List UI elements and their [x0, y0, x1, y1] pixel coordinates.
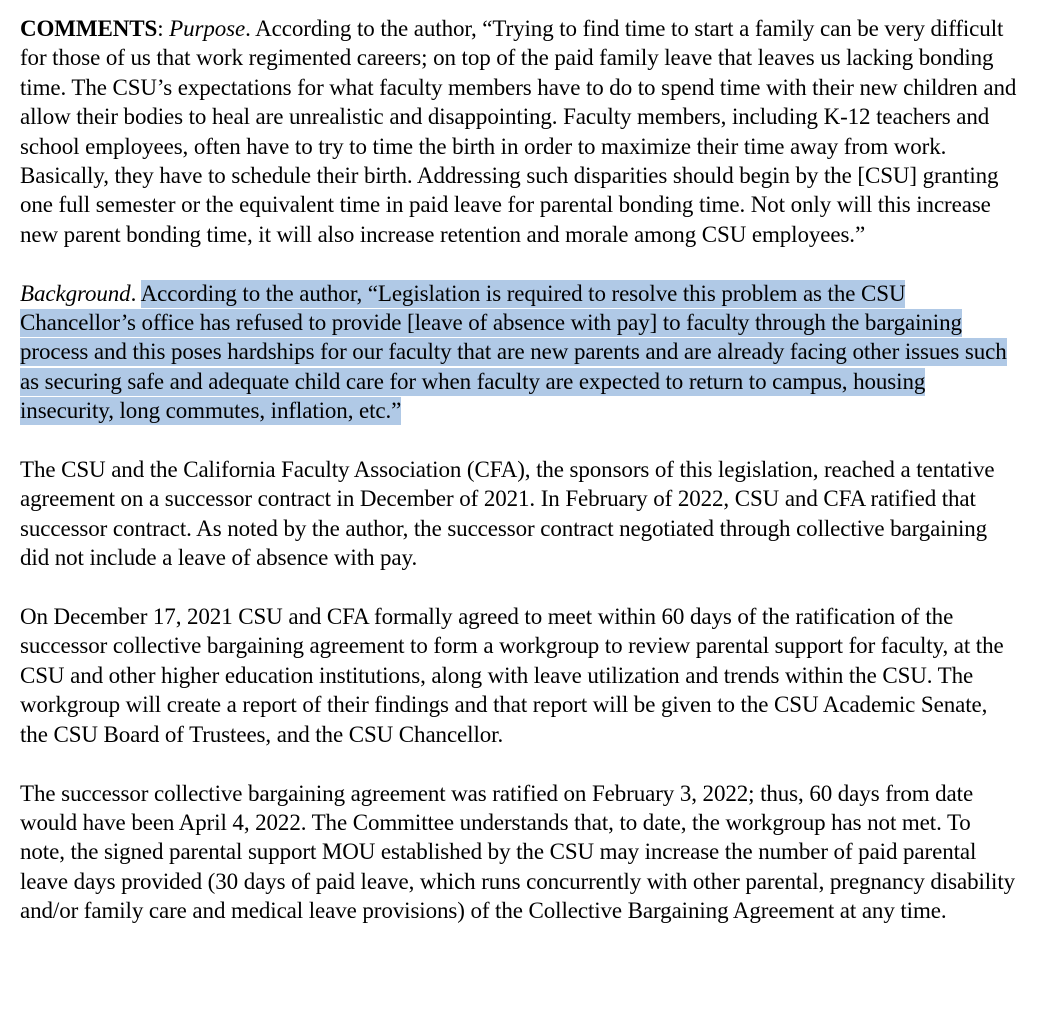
- purpose-text: . According to the author, “Trying to find time to start a family can be very difficult for those of us that work regimented careers; on top of the paid family leave that leaves us lacking bonding time. The CSU’s expectations for what faculty members have to do to spend time with their new children and allow their bodies to heal are unrealistic and disappointing. Faculty members, including K-12 teachers and school employees, often have to try to time the birth in order to maximize their time away from work. Basically, they have to schedule their birth. Addressing such disparities should begin by the [CSU] granting one full semester or the equivalent time in paid leave for parental bonding time. Not only will this increase new parent bonding time, it will also increase retention and morale among CSU employees.”: [20, 16, 1017, 247]
- purpose-label: Purpose: [169, 16, 246, 41]
- highlighted-selection[interactable]: According to the author, “Legislation is required to resolve this problem as the CSU Chancellor’s office has refused to provide [leave of absence with pay] to faculty through the bargaining process and this poses hardships for our faculty that are new parents and are already facing other issues such as securing safe and adequate child care for when faculty are expected to return to campus, housing insecurity, long commutes, inflation, etc.”: [20, 280, 1007, 424]
- contract-paragraph: The CSU and the California Faculty Association (CFA), the sponsors of this legislation, reached a tentative agreement on a successor contract in December of 2021. In February of 2022, CSU and CFA ratified that successor contract. As noted by the author, the successor contract negotiated through collective bargaining did not include a leave of absence with pay.: [20, 457, 995, 571]
- document-page: [20, 14, 1020, 955]
- comments-paragraph: [20, 14, 1020, 249]
- background-label: Background: [20, 280, 131, 306]
- background-paragraph: [20, 279, 1020, 426]
- ratification-paragraph: The successor collective bargaining agreement was ratified on February 3, 2022; thus, 60 days from date would have been April 4, 2022. The Committee understands that, to date, the workgroup has not met. To note, the signed parental support MOU established by the CSU may increase the number of paid parental leave days provided (30 days of paid leave, which runs concurrently with other parental, pregnancy disability and/or family care and medical leave provisions) of the Collective Bargaining Agreement at any time.: [20, 780, 1016, 924]
- workgroup-paragraph: On December 17, 2021 CSU and CFA formally agreed to meet within 60 days of the ratification of the successor collective bargaining agreement to form a workgroup to review parental support for faculty, at the CSU and other higher education institutions, along with leave utilization and trends within the CSU. The workgroup will create a report of their findings and that report will be given to the CSU Academic Senate, the CSU Board of Trustees, and the CSU Chancellor.: [20, 604, 1004, 747]
- comments-heading: COMMENTS: [20, 16, 158, 41]
- background-period: .: [130, 280, 141, 306]
- comments-colon: :: [157, 16, 170, 41]
